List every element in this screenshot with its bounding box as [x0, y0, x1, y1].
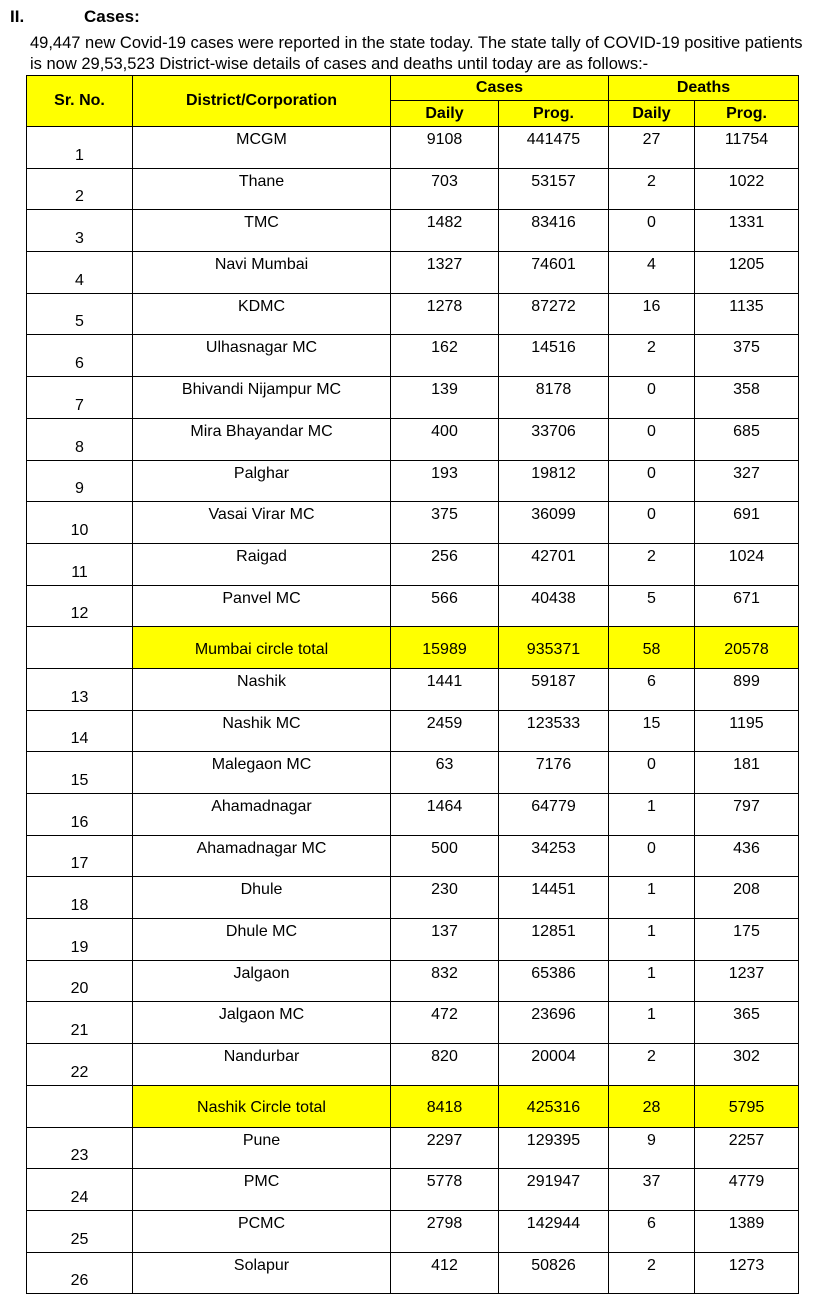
deaths-daily-cell: 4 — [609, 252, 695, 294]
deaths-daily-cell: 1 — [609, 960, 695, 1002]
cases-daily-cell: 472 — [391, 1002, 499, 1044]
district-name-cell: Nashik — [133, 668, 391, 710]
district-name-cell: Nashik MC — [133, 710, 391, 752]
sr-cell: 2 — [27, 168, 133, 210]
table-row — [27, 1127, 799, 1169]
cases-daily-cell: 162 — [391, 335, 499, 377]
deaths-daily-cell: 37 — [609, 1169, 695, 1211]
deaths-daily-cell: 6 — [609, 668, 695, 710]
sr-cell: 1 — [27, 127, 133, 169]
sr-cell: 26 — [27, 1252, 133, 1294]
cases-prog-cell: 7176 — [499, 752, 609, 794]
deaths-prog-cell: 797 — [695, 794, 799, 836]
cases-daily-cell: 256 — [391, 543, 499, 585]
deaths-prog-cell: 1389 — [695, 1210, 799, 1252]
cases-daily-cell: 412 — [391, 1252, 499, 1294]
deaths-daily-cell: 5 — [609, 585, 695, 627]
deaths-prog-cell: 691 — [695, 502, 799, 544]
deaths-prog-cell: 436 — [695, 835, 799, 877]
cases-daily-cell: 1441 — [391, 668, 499, 710]
district-name-cell: Raigad — [133, 543, 391, 585]
district-name-cell: Vasai Virar MC — [133, 502, 391, 544]
deaths-prog-cell: 1331 — [695, 210, 799, 252]
table-row — [27, 585, 799, 627]
table-row — [27, 1210, 799, 1252]
district-name-cell: Bhivandi Nijampur MC — [133, 377, 391, 419]
table-row — [27, 418, 799, 460]
deaths-prog-cell: 1135 — [695, 293, 799, 335]
deaths-daily-cell: 2 — [609, 168, 695, 210]
deaths-prog-cell: 208 — [695, 877, 799, 919]
deaths-prog-cell: 1205 — [695, 252, 799, 294]
cases-prog-cell: 441475 — [499, 127, 609, 169]
deaths-daily-cell: 0 — [609, 835, 695, 877]
table-row — [27, 960, 799, 1002]
cases-prog-cell: 14451 — [499, 877, 609, 919]
deaths-daily-cell: 1 — [609, 794, 695, 836]
sr-cell: 19 — [27, 919, 133, 961]
sr-cell — [27, 1085, 133, 1127]
cases-prog-cell: 291947 — [499, 1169, 609, 1211]
header-cases-prog: Prog. — [499, 101, 609, 127]
deaths-prog-cell: 327 — [695, 460, 799, 502]
sr-cell: 5 — [27, 293, 133, 335]
sr-cell: 10 — [27, 502, 133, 544]
deaths-daily-cell: 0 — [609, 418, 695, 460]
cases-daily-cell: 2297 — [391, 1127, 499, 1169]
table-row — [27, 1002, 799, 1044]
deaths-prog-cell: 175 — [695, 919, 799, 961]
sr-cell — [27, 627, 133, 669]
sr-cell: 15 — [27, 752, 133, 794]
sr-cell: 22 — [27, 1044, 133, 1086]
deaths-prog-cell: 1273 — [695, 1252, 799, 1294]
deaths-prog-cell: 685 — [695, 418, 799, 460]
district-name-cell: Nandurbar — [133, 1044, 391, 1086]
sr-cell: 14 — [27, 710, 133, 752]
deaths-daily-cell: 2 — [609, 335, 695, 377]
district-name-cell: Dhule MC — [133, 919, 391, 961]
deaths-prog-cell: 671 — [695, 585, 799, 627]
table-row — [27, 794, 799, 836]
sr-cell: 20 — [27, 960, 133, 1002]
cases-daily-cell: 1278 — [391, 293, 499, 335]
district-name-cell: Jalgaon — [133, 960, 391, 1002]
cases-prog-cell: 53157 — [499, 168, 609, 210]
table-row — [27, 293, 799, 335]
table-row — [27, 127, 799, 169]
cases-daily-cell: 2798 — [391, 1210, 499, 1252]
cases-prog-cell: 74601 — [499, 252, 609, 294]
deaths-prog-cell: 365 — [695, 1002, 799, 1044]
deaths-prog-cell: 4779 — [695, 1169, 799, 1211]
district-name-cell: TMC — [133, 210, 391, 252]
district-name-cell: Solapur — [133, 1252, 391, 1294]
district-name-cell: Ulhasnagar MC — [133, 335, 391, 377]
sr-cell: 12 — [27, 585, 133, 627]
table-row — [27, 835, 799, 877]
table-row — [27, 335, 799, 377]
district-name-cell: Mumbai circle total — [133, 627, 391, 669]
sr-cell: 6 — [27, 335, 133, 377]
sr-cell: 8 — [27, 418, 133, 460]
section-heading — [10, 4, 140, 30]
deaths-prog-cell: 11754 — [695, 127, 799, 169]
district-name-cell: Mira Bhayandar MC — [133, 418, 391, 460]
header-deaths: Deaths — [609, 76, 799, 101]
sr-cell: 9 — [27, 460, 133, 502]
circle-total-row — [27, 1085, 799, 1127]
header-deaths-daily: Daily — [609, 101, 695, 127]
deaths-prog-cell: 5795 — [695, 1085, 799, 1127]
district-name-cell: Dhule — [133, 877, 391, 919]
deaths-daily-cell: 0 — [609, 377, 695, 419]
cases-daily-cell: 375 — [391, 502, 499, 544]
cases-daily-cell: 832 — [391, 960, 499, 1002]
cases-daily-cell: 15989 — [391, 627, 499, 669]
deaths-daily-cell: 2 — [609, 1252, 695, 1294]
cases-prog-cell: 14516 — [499, 335, 609, 377]
header-cases-daily: Daily — [391, 101, 499, 127]
cases-prog-cell: 19812 — [499, 460, 609, 502]
district-name-cell: Palghar — [133, 460, 391, 502]
deaths-prog-cell: 1022 — [695, 168, 799, 210]
district-name-cell: Malegaon MC — [133, 752, 391, 794]
cases-prog-cell: 40438 — [499, 585, 609, 627]
deaths-daily-cell: 0 — [609, 752, 695, 794]
district-name-cell: Jalgaon MC — [133, 1002, 391, 1044]
district-name-cell: Nashik Circle total — [133, 1085, 391, 1127]
cases-prog-cell: 59187 — [499, 668, 609, 710]
deaths-daily-cell: 58 — [609, 627, 695, 669]
district-name-cell: Pune — [133, 1127, 391, 1169]
sr-cell: 3 — [27, 210, 133, 252]
deaths-prog-cell: 181 — [695, 752, 799, 794]
table-row — [27, 168, 799, 210]
sr-cell: 21 — [27, 1002, 133, 1044]
sr-cell: 7 — [27, 377, 133, 419]
intro-paragraph: 49,447 new Covid-19 cases were reported in the state today. The state tally of COVID-19 positive patients is now 29,53,523 District-wise details of cases and deaths until today are as follows:- — [30, 34, 803, 73]
sr-cell: 25 — [27, 1210, 133, 1252]
cases-daily-cell: 230 — [391, 877, 499, 919]
table-row — [27, 752, 799, 794]
cases-daily-cell: 500 — [391, 835, 499, 877]
sr-cell: 24 — [27, 1169, 133, 1211]
cases-prog-cell: 142944 — [499, 1210, 609, 1252]
deaths-prog-cell: 302 — [695, 1044, 799, 1086]
table-body — [27, 127, 799, 1294]
deaths-daily-cell: 1 — [609, 1002, 695, 1044]
district-name-cell: MCGM — [133, 127, 391, 169]
cases-prog-cell: 50826 — [499, 1252, 609, 1294]
deaths-daily-cell: 9 — [609, 1127, 695, 1169]
cases-daily-cell: 703 — [391, 168, 499, 210]
cases-prog-cell: 64779 — [499, 794, 609, 836]
cases-daily-cell: 193 — [391, 460, 499, 502]
district-name-cell: Navi Mumbai — [133, 252, 391, 294]
cases-prog-cell: 12851 — [499, 919, 609, 961]
cases-daily-cell: 9108 — [391, 127, 499, 169]
table-row — [27, 1044, 799, 1086]
deaths-prog-cell: 375 — [695, 335, 799, 377]
sr-cell: 17 — [27, 835, 133, 877]
header-sr-no: Sr. No. — [27, 76, 133, 127]
district-name-cell: Thane — [133, 168, 391, 210]
header-deaths-prog: Prog. — [695, 101, 799, 127]
section-number: II. — [10, 7, 25, 26]
deaths-daily-cell: 16 — [609, 293, 695, 335]
district-name-cell: PMC — [133, 1169, 391, 1211]
deaths-daily-cell: 0 — [609, 502, 695, 544]
table-row — [27, 877, 799, 919]
header-cases: Cases — [391, 76, 609, 101]
district-name-cell: Panvel MC — [133, 585, 391, 627]
district-name-cell: Ahamadnagar MC — [133, 835, 391, 877]
sr-cell: 16 — [27, 794, 133, 836]
deaths-daily-cell: 27 — [609, 127, 695, 169]
cases-prog-cell: 36099 — [499, 502, 609, 544]
cases-prog-cell: 33706 — [499, 418, 609, 460]
cases-prog-cell: 20004 — [499, 1044, 609, 1086]
cases-prog-cell: 425316 — [499, 1085, 609, 1127]
header-district: District/Corporation — [133, 76, 391, 127]
deaths-prog-cell: 358 — [695, 377, 799, 419]
cases-daily-cell: 5778 — [391, 1169, 499, 1211]
deaths-daily-cell: 0 — [609, 210, 695, 252]
table-row — [27, 710, 799, 752]
deaths-daily-cell: 28 — [609, 1085, 695, 1127]
deaths-daily-cell: 2 — [609, 1044, 695, 1086]
table-row — [27, 668, 799, 710]
deaths-daily-cell: 2 — [609, 543, 695, 585]
circle-total-row — [27, 627, 799, 669]
table-row — [27, 543, 799, 585]
cases-prog-cell: 123533 — [499, 710, 609, 752]
sr-cell: 23 — [27, 1127, 133, 1169]
section-title: Cases: — [84, 7, 140, 26]
table-row — [27, 252, 799, 294]
deaths-prog-cell: 899 — [695, 668, 799, 710]
deaths-prog-cell: 1195 — [695, 710, 799, 752]
table-row — [27, 377, 799, 419]
deaths-prog-cell: 1237 — [695, 960, 799, 1002]
cases-prog-cell: 935371 — [499, 627, 609, 669]
cases-daily-cell: 1327 — [391, 252, 499, 294]
deaths-daily-cell: 1 — [609, 877, 695, 919]
cases-daily-cell: 566 — [391, 585, 499, 627]
sr-cell: 18 — [27, 877, 133, 919]
table-row — [27, 210, 799, 252]
deaths-prog-cell: 1024 — [695, 543, 799, 585]
table-row — [27, 502, 799, 544]
cases-prog-cell: 23696 — [499, 1002, 609, 1044]
table-row — [27, 1169, 799, 1211]
cases-daily-cell: 8418 — [391, 1085, 499, 1127]
cases-prog-cell: 87272 — [499, 293, 609, 335]
deaths-daily-cell: 1 — [609, 919, 695, 961]
cases-prog-cell: 34253 — [499, 835, 609, 877]
cases-daily-cell: 137 — [391, 919, 499, 961]
district-cases-table — [26, 75, 799, 1294]
cases-daily-cell: 2459 — [391, 710, 499, 752]
cases-daily-cell: 63 — [391, 752, 499, 794]
sr-cell: 13 — [27, 668, 133, 710]
district-name-cell: KDMC — [133, 293, 391, 335]
deaths-prog-cell: 20578 — [695, 627, 799, 669]
cases-prog-cell: 42701 — [499, 543, 609, 585]
cases-daily-cell: 820 — [391, 1044, 499, 1086]
cases-daily-cell: 139 — [391, 377, 499, 419]
cases-daily-cell: 400 — [391, 418, 499, 460]
sr-cell: 11 — [27, 543, 133, 585]
deaths-prog-cell: 2257 — [695, 1127, 799, 1169]
table-row — [27, 919, 799, 961]
deaths-daily-cell: 0 — [609, 460, 695, 502]
sr-cell: 4 — [27, 252, 133, 294]
cases-prog-cell: 83416 — [499, 210, 609, 252]
cases-prog-cell: 8178 — [499, 377, 609, 419]
cases-daily-cell: 1464 — [391, 794, 499, 836]
cases-prog-cell: 65386 — [499, 960, 609, 1002]
deaths-daily-cell: 15 — [609, 710, 695, 752]
table-row — [27, 460, 799, 502]
district-name-cell: Ahamadnagar — [133, 794, 391, 836]
cases-prog-cell: 129395 — [499, 1127, 609, 1169]
cases-daily-cell: 1482 — [391, 210, 499, 252]
table-row — [27, 1252, 799, 1294]
deaths-daily-cell: 6 — [609, 1210, 695, 1252]
district-name-cell: PCMC — [133, 1210, 391, 1252]
